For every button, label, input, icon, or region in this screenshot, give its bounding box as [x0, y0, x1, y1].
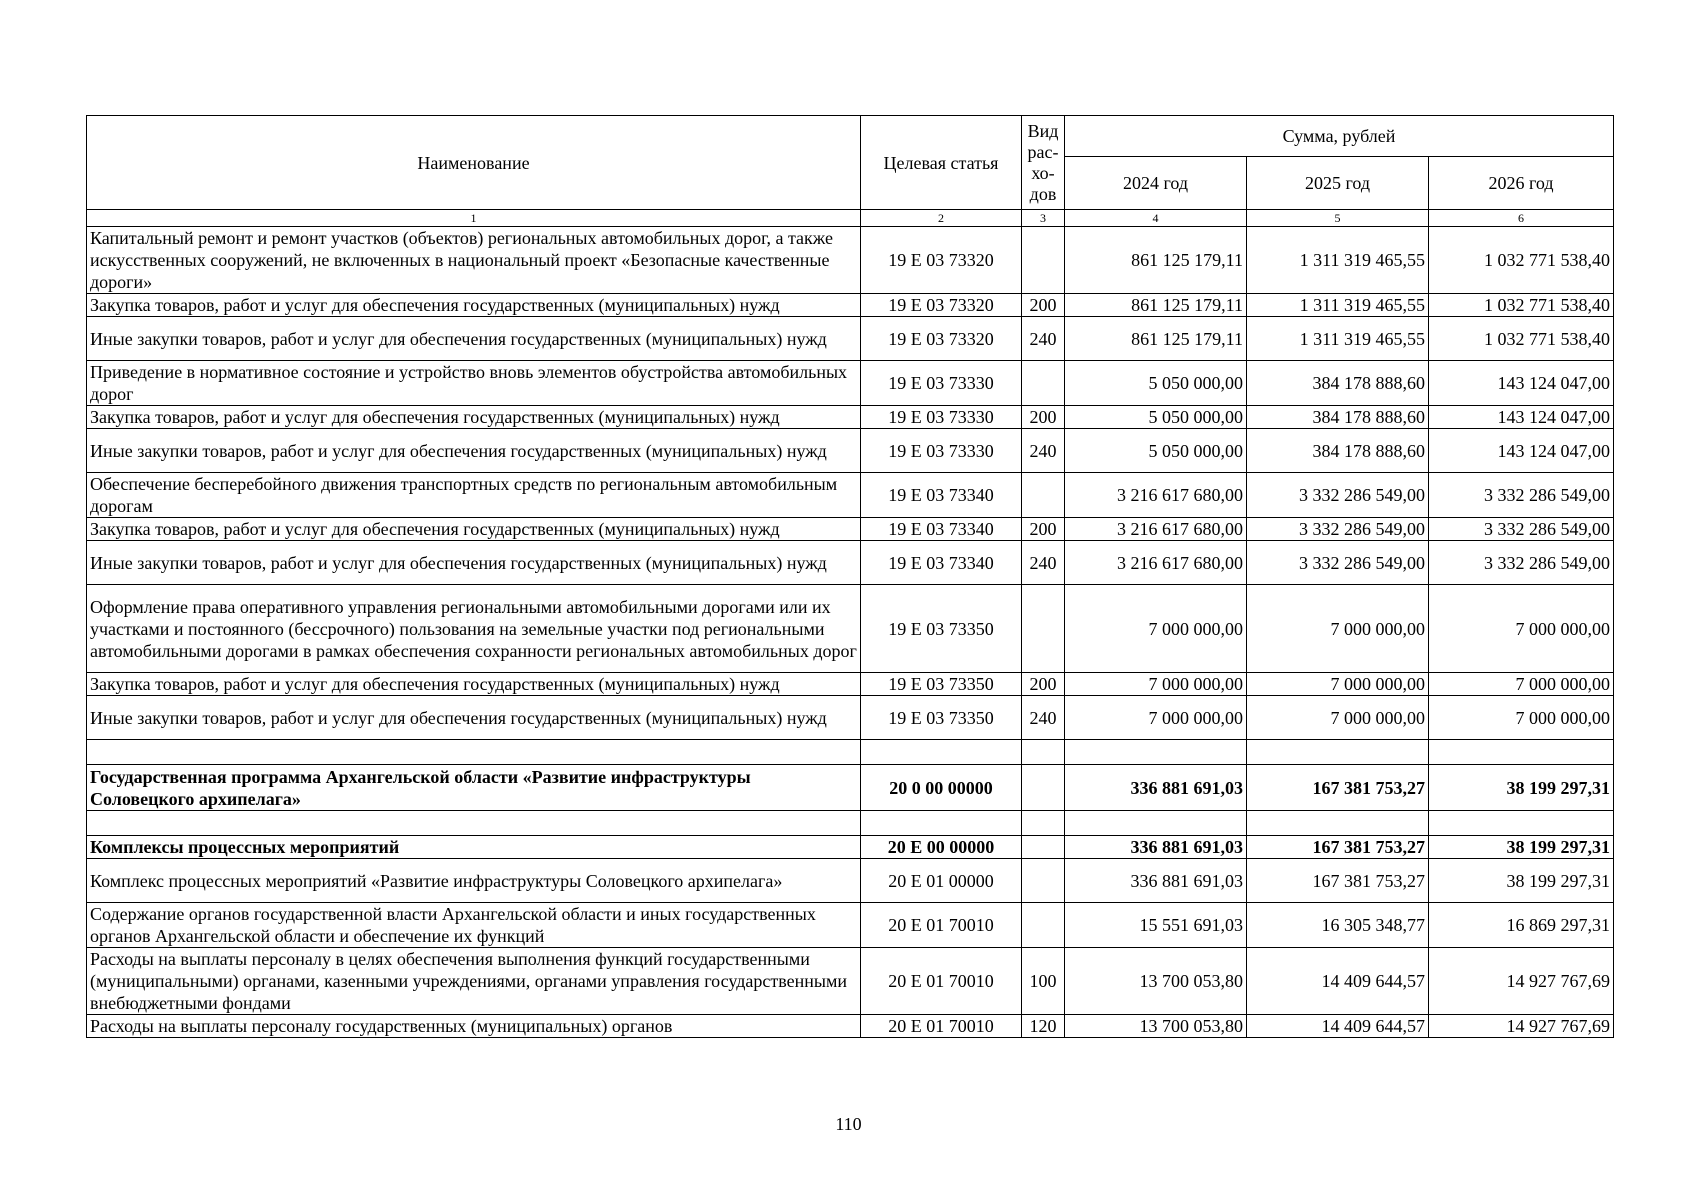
row-target-code: 20 Е 00 00000: [861, 836, 1022, 859]
table-row: [87, 836, 1614, 859]
row-amount-2025: 167 381 753,27: [1247, 836, 1429, 859]
row-amount-2026: 143 124 047,00: [1429, 406, 1614, 429]
row-amount-2025: 14 409 644,57: [1247, 1015, 1429, 1038]
row-amount-2026: 38 199 297,31: [1429, 836, 1614, 859]
table-row: [87, 696, 1614, 740]
row-expense-kind: [1022, 740, 1065, 765]
table-row: [87, 673, 1614, 696]
row-amount-2024: 336 881 691,03: [1065, 859, 1247, 903]
row-amount-2024: 13 700 053,80: [1065, 948, 1247, 1015]
row-name: Иные закупки товаров, работ и услуг для обеспечения государственных (муниципальных) нужд: [87, 541, 861, 585]
row-amount-2025: 384 178 888,60: [1247, 406, 1429, 429]
row-amount-2025: 7 000 000,00: [1247, 585, 1429, 673]
row-expense-kind: [1022, 859, 1065, 903]
row-target-code: [861, 740, 1022, 765]
row-expense-kind: [1022, 903, 1065, 948]
header-year-2024: 2024 год: [1065, 157, 1247, 210]
table-row: [87, 541, 1614, 585]
row-target-code: 20 Е 01 70010: [861, 1015, 1022, 1038]
table-row: [87, 859, 1614, 903]
table-body: [87, 227, 1614, 1038]
row-amount-2026: 3 332 286 549,00: [1429, 518, 1614, 541]
column-number: 1: [87, 210, 861, 227]
row-name: Закупка товаров, работ и услуг для обеспечения государственных (муниципальных) нужд: [87, 406, 861, 429]
row-amount-2025: 7 000 000,00: [1247, 673, 1429, 696]
row-target-code: 19 Е 03 73340: [861, 518, 1022, 541]
row-amount-2026: 16 869 297,31: [1429, 903, 1614, 948]
table-header: [87, 116, 1614, 227]
row-target-code: 19 Е 03 73320: [861, 294, 1022, 317]
row-amount-2026: 143 124 047,00: [1429, 429, 1614, 473]
row-expense-kind: [1022, 585, 1065, 673]
row-name: Оформление права оперативного управления региональными автомобильными дорогами или их участками и постоянного (бессрочного) пользования на земельные участки под региональными автомобильными дорогами в рамках обеспечения сохранности региональных автомобильных дорог: [87, 585, 861, 673]
row-amount-2026: 14 927 767,69: [1429, 948, 1614, 1015]
table-row: [87, 361, 1614, 406]
row-amount-2025: 1 311 319 465,55: [1247, 317, 1429, 361]
header-target: Целевая статья: [861, 116, 1022, 210]
header-year-2026: 2026 год: [1429, 157, 1614, 210]
row-amount-2024: 7 000 000,00: [1065, 585, 1247, 673]
row-amount-2024: 861 125 179,11: [1065, 294, 1247, 317]
row-amount-2025: 14 409 644,57: [1247, 948, 1429, 1015]
table-row: [87, 765, 1614, 811]
row-amount-2024: 7 000 000,00: [1065, 696, 1247, 740]
row-name: Обеспечение бесперебойного движения транспортных средств по региональным автомобильным дорогам: [87, 473, 861, 518]
row-expense-kind: 100: [1022, 948, 1065, 1015]
row-amount-2024: 7 000 000,00: [1065, 673, 1247, 696]
table-row: [87, 429, 1614, 473]
row-amount-2024: 336 881 691,03: [1065, 765, 1247, 811]
table-row: [87, 294, 1614, 317]
row-amount-2025: 3 332 286 549,00: [1247, 541, 1429, 585]
row-amount-2026: [1429, 740, 1614, 765]
table-row: [87, 903, 1614, 948]
row-amount-2026: 7 000 000,00: [1429, 673, 1614, 696]
row-target-code: 20 Е 01 00000: [861, 859, 1022, 903]
row-amount-2025: [1247, 811, 1429, 836]
row-name: Капитальный ремонт и ремонт участков (объектов) региональных автомобильных дорог, а также искусственных сооружений, не включенных в национальный проект «Безопасные качественные дороги»: [87, 227, 861, 294]
row-target-code: 20 Е 01 70010: [861, 903, 1022, 948]
row-amount-2025: 3 332 286 549,00: [1247, 473, 1429, 518]
table-row: [87, 473, 1614, 518]
row-expense-kind: [1022, 473, 1065, 518]
row-target-code: 20 0 00 00000: [861, 765, 1022, 811]
row-amount-2026: 38 199 297,31: [1429, 859, 1614, 903]
table-row: [87, 317, 1614, 361]
row-amount-2025: [1247, 740, 1429, 765]
row-amount-2026: 1 032 771 538,40: [1429, 317, 1614, 361]
row-target-code: 20 Е 01 70010: [861, 948, 1022, 1015]
row-expense-kind: 240: [1022, 696, 1065, 740]
row-name: Приведение в нормативное состояние и устройство вновь элементов обустройства автомобильных дорог: [87, 361, 861, 406]
empty-row: [87, 740, 1614, 765]
row-name: Расходы на выплаты персоналу в целях обеспечения выполнения функций государственными (муниципальными) органами, казенными учреждениями, органами управления государственными внебюджетными фондами: [87, 948, 861, 1015]
row-amount-2026: 3 332 286 549,00: [1429, 473, 1614, 518]
row-expense-kind: [1022, 811, 1065, 836]
row-name: Комплексы процессных мероприятий: [87, 836, 861, 859]
header-name: Наименование: [87, 116, 861, 210]
table-row: [87, 948, 1614, 1015]
column-number-row: [87, 210, 1614, 227]
row-amount-2024: 336 881 691,03: [1065, 836, 1247, 859]
row-amount-2025: 3 332 286 549,00: [1247, 518, 1429, 541]
row-target-code: 19 Е 03 73320: [861, 317, 1022, 361]
row-amount-2024: 13 700 053,80: [1065, 1015, 1247, 1038]
header-sum: Сумма, рублей: [1065, 116, 1614, 157]
table-row: [87, 406, 1614, 429]
row-target-code: 19 Е 03 73330: [861, 429, 1022, 473]
row-target-code: 19 Е 03 73350: [861, 673, 1022, 696]
row-amount-2026: 14 927 767,69: [1429, 1015, 1614, 1038]
row-expense-kind: 200: [1022, 406, 1065, 429]
row-amount-2025: 167 381 753,27: [1247, 859, 1429, 903]
row-amount-2026: 38 199 297,31: [1429, 765, 1614, 811]
column-number: 4: [1065, 210, 1247, 227]
row-expense-kind: [1022, 765, 1065, 811]
row-amount-2025: 1 311 319 465,55: [1247, 227, 1429, 294]
row-name: Иные закупки товаров, работ и услуг для обеспечения государственных (муниципальных) нужд: [87, 317, 861, 361]
row-target-code: 19 Е 03 73350: [861, 696, 1022, 740]
row-amount-2024: 3 216 617 680,00: [1065, 541, 1247, 585]
row-target-code: 19 Е 03 73350: [861, 585, 1022, 673]
table-row: [87, 518, 1614, 541]
row-amount-2024: [1065, 740, 1247, 765]
row-name: [87, 740, 861, 765]
row-name: Иные закупки товаров, работ и услуг для обеспечения государственных (муниципальных) нужд: [87, 696, 861, 740]
row-amount-2024: 5 050 000,00: [1065, 406, 1247, 429]
row-amount-2024: 15 551 691,03: [1065, 903, 1247, 948]
row-name: Закупка товаров, работ и услуг для обеспечения государственных (муниципальных) нужд: [87, 518, 861, 541]
column-number: 6: [1429, 210, 1614, 227]
row-amount-2026: 1 032 771 538,40: [1429, 227, 1614, 294]
row-name: [87, 811, 861, 836]
row-amount-2025: 7 000 000,00: [1247, 696, 1429, 740]
empty-row: [87, 811, 1614, 836]
row-amount-2024: 5 050 000,00: [1065, 361, 1247, 406]
row-amount-2025: 384 178 888,60: [1247, 361, 1429, 406]
header-kind: Вид рас-хо-дов: [1022, 116, 1065, 210]
row-amount-2024: 861 125 179,11: [1065, 227, 1247, 294]
row-expense-kind: 240: [1022, 429, 1065, 473]
row-amount-2026: 7 000 000,00: [1429, 585, 1614, 673]
row-name: Иные закупки товаров, работ и услуг для обеспечения государственных (муниципальных) нужд: [87, 429, 861, 473]
row-name: Комплекс процессных мероприятий «Развитие инфраструктуры Соловецкого архипелага»: [87, 859, 861, 903]
row-amount-2024: 861 125 179,11: [1065, 317, 1247, 361]
row-amount-2025: 1 311 319 465,55: [1247, 294, 1429, 317]
table-row: [87, 585, 1614, 673]
row-amount-2025: 16 305 348,77: [1247, 903, 1429, 948]
row-amount-2024: 3 216 617 680,00: [1065, 518, 1247, 541]
row-amount-2024: [1065, 811, 1247, 836]
row-name: Государственная программа Архангельской области «Развитие инфраструктуры Соловецкого архипелага»: [87, 765, 861, 811]
table-row: [87, 1015, 1614, 1038]
row-target-code: 19 Е 03 73320: [861, 227, 1022, 294]
row-expense-kind: 200: [1022, 673, 1065, 696]
row-target-code: 19 Е 03 73340: [861, 473, 1022, 518]
row-target-code: 19 Е 03 73330: [861, 406, 1022, 429]
row-name: Содержание органов государственной власти Архангельской области и иных государственных органов Архангельской области и обеспечение их функций: [87, 903, 861, 948]
row-name: Закупка товаров, работ и услуг для обеспечения государственных (муниципальных) нужд: [87, 294, 861, 317]
row-amount-2026: 3 332 286 549,00: [1429, 541, 1614, 585]
row-expense-kind: 200: [1022, 294, 1065, 317]
row-amount-2026: [1429, 811, 1614, 836]
row-expense-kind: [1022, 836, 1065, 859]
row-amount-2024: 3 216 617 680,00: [1065, 473, 1247, 518]
row-amount-2024: 5 050 000,00: [1065, 429, 1247, 473]
row-target-code: [861, 811, 1022, 836]
header-year-2025: 2025 год: [1247, 157, 1429, 210]
row-target-code: 19 Е 03 73330: [861, 361, 1022, 406]
row-amount-2026: 143 124 047,00: [1429, 361, 1614, 406]
column-number: 3: [1022, 210, 1065, 227]
budget-table: [86, 115, 1614, 1038]
row-amount-2026: 7 000 000,00: [1429, 696, 1614, 740]
row-expense-kind: [1022, 361, 1065, 406]
row-expense-kind: 240: [1022, 317, 1065, 361]
row-expense-kind: 200: [1022, 518, 1065, 541]
row-expense-kind: 240: [1022, 541, 1065, 585]
column-number: 5: [1247, 210, 1429, 227]
row-amount-2026: 1 032 771 538,40: [1429, 294, 1614, 317]
row-target-code: 19 Е 03 73340: [861, 541, 1022, 585]
page-number: 110: [835, 1114, 862, 1134]
row-amount-2025: 167 381 753,27: [1247, 765, 1429, 811]
row-expense-kind: [1022, 227, 1065, 294]
table-row: [87, 227, 1614, 294]
row-expense-kind: 120: [1022, 1015, 1065, 1038]
row-name: Расходы на выплаты персоналу государственных (муниципальных) органов: [87, 1015, 861, 1038]
column-number: 2: [861, 210, 1022, 227]
row-amount-2025: 384 178 888,60: [1247, 429, 1429, 473]
row-name: Закупка товаров, работ и услуг для обеспечения государственных (муниципальных) нужд: [87, 673, 861, 696]
